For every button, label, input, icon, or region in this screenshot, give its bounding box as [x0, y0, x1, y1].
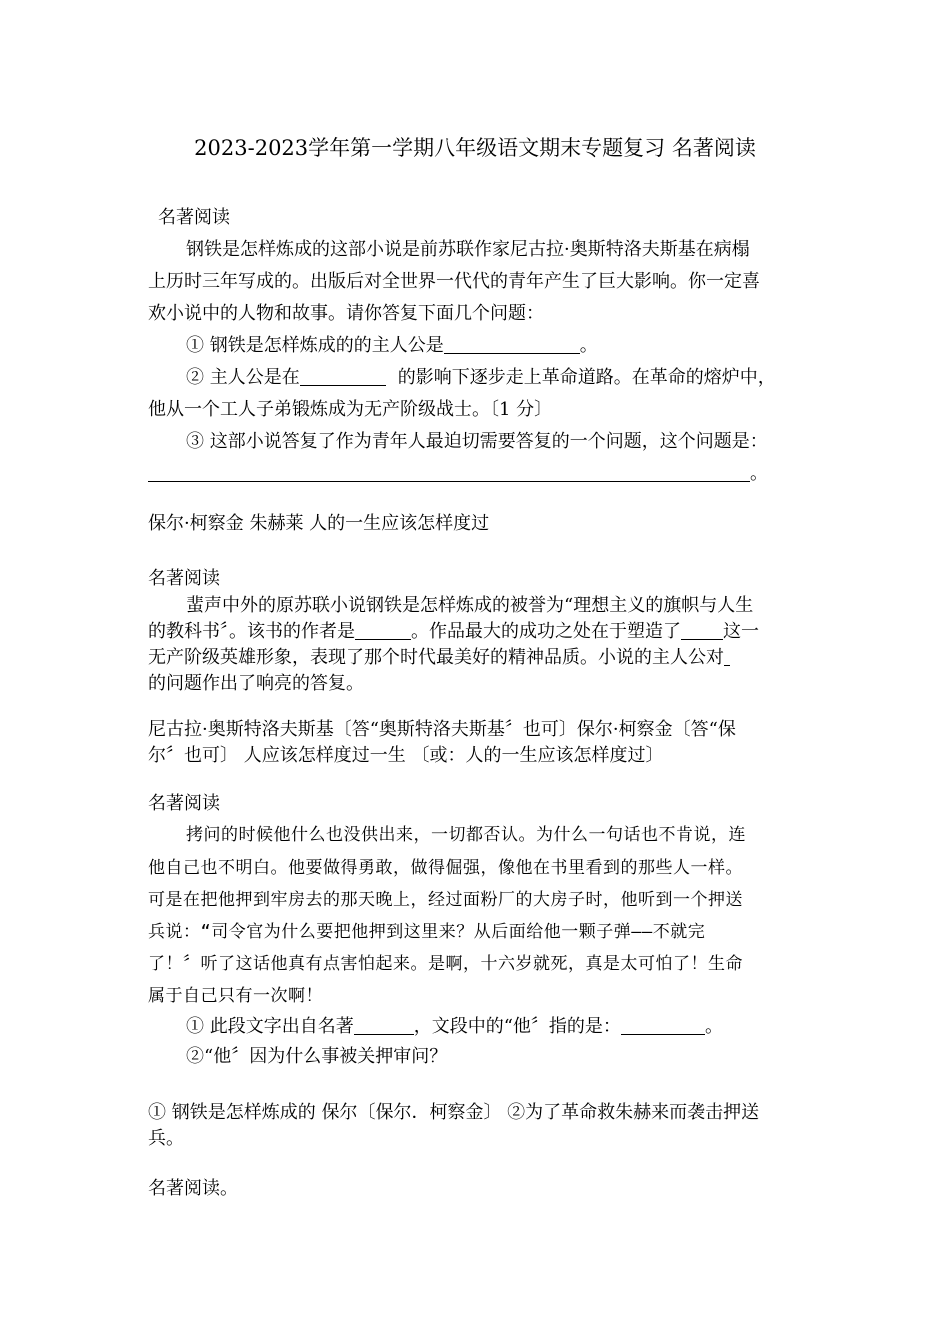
section-1-para-line-1: 钢铁是怎样炼成的这部小说是前苏联作家尼古拉·奥斯特洛夫斯基在病榻 [186, 239, 750, 260]
section-3-excerpt-line-1: 拷问的时候他什么也没供出来，一切都否认。为什么一句话也不肯说，连 [186, 825, 746, 845]
answer-blank [300, 367, 386, 386]
section-1-heading: 名著阅读 [158, 207, 230, 228]
question-text: 。 [704, 1016, 723, 1037]
section-1-question-3-line-2 [148, 462, 768, 486]
section-1-answer: 保尔·柯察金 朱赫莱 人的一生应该怎样度过 [148, 513, 490, 534]
question-2-text-cont: 的影响下逐步走上革命道路。在革命的熔炉中， [397, 367, 776, 388]
section-3-excerpt-line-3: 可是在把他押到牢房去的那天晚上，经过面粉厂的大房子时，他听到一个押送 [148, 890, 743, 910]
para-text: 的教科书〞。该书的作者是 [148, 621, 355, 642]
section-1-question-3: ③ 这部小说答复了作为青年人最迫切需要答复的一个问题，这个问题是： [186, 431, 768, 452]
section-3-heading: 名著阅读 [148, 793, 220, 814]
question-1-end: 。 [579, 335, 598, 356]
section-3-excerpt-line-5: 了！〞听了这话他真有点害怕起来。是啊，十六岁就死，真是太可怕了！生命 [148, 954, 743, 974]
section-2-answer-line-1: 尼古拉·奥斯特洛夫斯基〔答“奥斯特洛夫斯基〞也可〕保尔·柯察金〔答“保 [148, 719, 736, 740]
section-3-question-2: ②“他〞因为什么事被关押审问？ [186, 1046, 448, 1067]
section-4-heading: 名著阅读。 [148, 1178, 238, 1199]
question-2-text: ② 主人公是在 [186, 367, 300, 388]
answer-blank [444, 335, 580, 354]
question-text: ① 此段文字出自名著 [186, 1016, 354, 1037]
answer-blank [354, 1016, 414, 1035]
answer-blank [355, 621, 411, 640]
para-text: 。作品最大的成功之处在于塑造了 [411, 621, 681, 642]
answer-blank [724, 647, 730, 666]
section-3-answer-line-2: 兵。 [148, 1128, 184, 1149]
section-1-para-line-3: 欢小说中的人物和故事。请你答复下面几个问题： [148, 303, 544, 324]
section-1-question-2 [186, 366, 776, 390]
section-1-question-2-line-2: 他从一个工人子弟锻炼成为无产阶级战士。〔1 分〕 [148, 399, 553, 420]
section-3-excerpt-line-2: 他自己也不明白。他要做得勇敢，做得倔强，像他在书里看到的那些人一样。 [148, 858, 743, 878]
section-3-excerpt-line-4: 兵说：“司令官为什么要把他押到这里来？从后面给他一颗子弹——不就完 [148, 922, 706, 942]
para-text: 这一 [723, 621, 759, 642]
section-2-heading: 名著阅读 [148, 568, 220, 589]
question-1-text: ① 钢铁是怎样炼成的的主人公是 [186, 335, 444, 356]
para-text: 无产阶级英雄形象，表现了那个时代最美好的精神品质。小说的主人公对 [148, 647, 724, 668]
answer-blank [148, 463, 750, 482]
section-3-excerpt-line-6: 属于自己只有一次啊！ [148, 986, 323, 1006]
section-1-para-line-2: 上历时三年写成的。出版后对全世界一代代的青年产生了巨大影响。你一定喜 [148, 271, 760, 292]
page-title: 2023-2023学年第一学期八年级语文期末专题复习 名著阅读 [194, 136, 756, 160]
answer-blank [681, 621, 723, 640]
question-text: ，文段中的“他〞指的是： [413, 1016, 621, 1037]
section-2-para-line-2 [148, 620, 759, 644]
question-3-end: 。 [750, 463, 768, 484]
section-3-question-1 [186, 1015, 723, 1039]
section-2-para-line-4: 的问题作出了响亮的答复。 [148, 673, 364, 694]
section-1-question-1 [186, 334, 598, 358]
section-2-para-line-3 [148, 646, 730, 670]
section-2-answer-line-2: 尔〞也可〕 人应该怎样度过一生 〔或：人的一生应该怎样度过〕 [148, 745, 664, 766]
section-2-para-line-1: 蜚声中外的原苏联小说钢铁是怎样炼成的被誉为“理想主义的旗帜与人生 [186, 595, 754, 616]
answer-blank [621, 1016, 705, 1035]
section-3-answer-line-1: ① 钢铁是怎样炼成的 保尔〔保尔．柯察金〕 ②为了革命救朱赫来而袭击押送 [148, 1102, 760, 1123]
